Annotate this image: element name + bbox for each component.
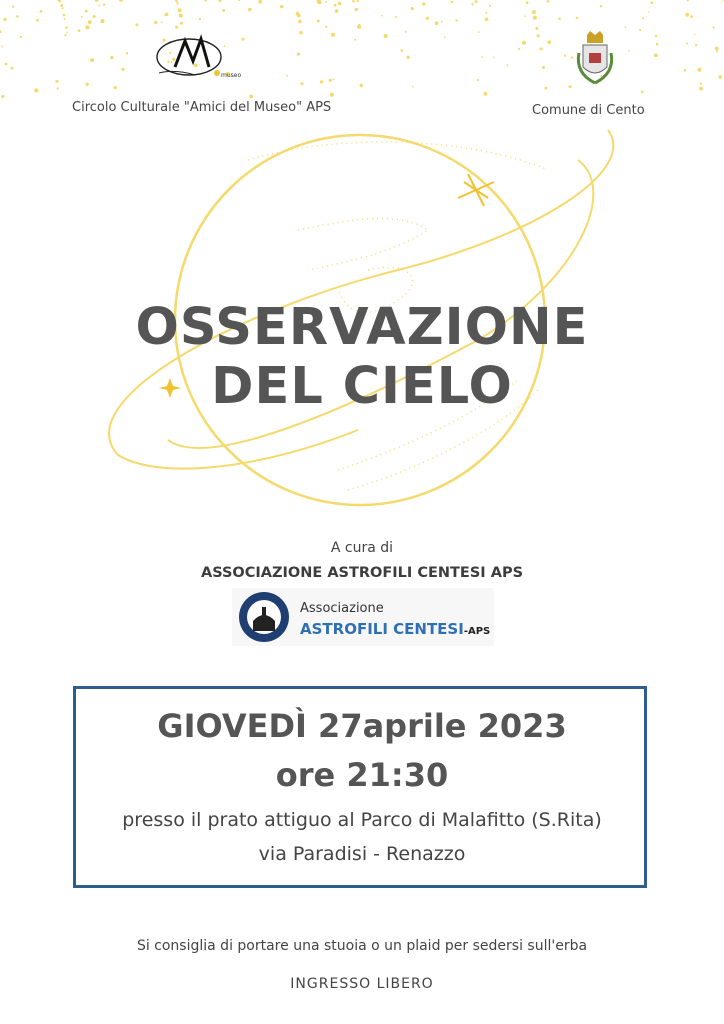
amici-del-museo-logo	[155, 33, 242, 85]
astrofili-logo-line1: Associazione	[300, 601, 384, 616]
event-date: GIOVEDÌ 27aprile 2023	[157, 707, 567, 745]
curator-name: ASSOCIAZIONE ASTROFILI CENTESI APS	[200, 565, 524, 581]
title-line-1: OSSERVAZIONE	[135, 298, 589, 357]
organizer-left-name: Circolo Culturale "Amici del Museo" APS	[72, 100, 332, 115]
observatory-seal-icon	[238, 591, 290, 643]
organizer-right-name: Comune di Cento	[532, 103, 645, 118]
confetti-decoration	[0, 0, 724, 110]
curator-intro: A cura di	[330, 540, 394, 556]
astrofili-logo-suffix: -APS	[463, 626, 491, 637]
comune-coat-of-arms-logo	[575, 33, 615, 91]
astrofili-logo-name: ASTROFILI CENTESI	[300, 620, 464, 638]
footer-tip: Si consiglia di portare una stuoia o un plaid per sedersi sull'erba	[136, 938, 588, 954]
astrofili-logo-line2	[300, 620, 490, 638]
svg-text:museo: museo	[221, 72, 242, 79]
event-address: via Paradisi - Renazzo	[258, 843, 466, 865]
event-place: presso il prato attiguo al Parco di Malafitto (S.Rita)	[122, 809, 602, 831]
event-time: ore 21:30	[275, 756, 449, 794]
title-line-2: DEL CIELO	[211, 357, 513, 416]
free-entry-notice: INGRESSO LIBERO	[290, 976, 434, 992]
